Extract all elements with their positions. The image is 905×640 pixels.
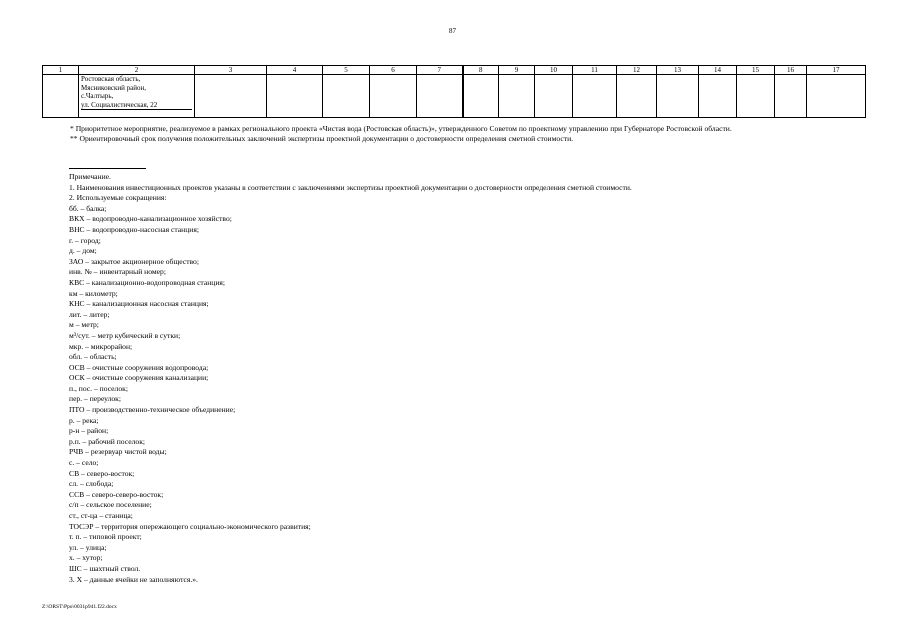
note-item: 3. Х – данные ячейки не заполняются.». [69, 574, 198, 584]
footnote-deadline: ** Ориентировочный срок получения положительных заключений экспертизы проектной документации о достоверности определения сметной стоимости. [70, 134, 574, 143]
abbreviation-item: ст., ст-ца – станица; [69, 511, 133, 520]
header-cell: 2 [79, 66, 195, 75]
abbreviation-list [69, 204, 864, 575]
header-cell: 14 [699, 66, 737, 75]
table-cell [370, 75, 417, 118]
table-cell [573, 75, 617, 118]
abbreviation-item: км – километр; [69, 288, 118, 298]
abbreviation-item: ул. – улица; [69, 542, 107, 552]
table-cell [737, 75, 775, 118]
abbreviation-item: г. – город; [69, 235, 101, 245]
abbreviation-item: КВС – канализационно-водопроводная станция; [69, 277, 226, 287]
table-cell [463, 75, 499, 118]
header-cell: 9 [499, 66, 535, 75]
file-path: Z:\ORST\Ppo\0031p941.f22.docx [42, 604, 117, 610]
note-item: 2. Используемые сокращения: [69, 193, 167, 203]
header-cell: 1 [43, 66, 79, 75]
address-line: с.Чалтырь, [81, 92, 114, 100]
note-divider [69, 168, 146, 169]
note-section [69, 172, 864, 585]
abbreviation-item: х. – хутор; [69, 553, 103, 563]
table-header-row [43, 66, 866, 75]
table-cell [323, 75, 370, 118]
header-cell: 17 [807, 66, 866, 75]
footnote-priority: * Приоритетное мероприятие, реализуемое в рамках регионального проекта «Чистая вода (Ростовская область)», утвержденного Советом по проектному управлению при Губернаторе Ростовской области. [70, 124, 732, 133]
table-cell [499, 75, 535, 118]
header-cell: 7 [417, 66, 463, 75]
header-cell: 4 [267, 66, 323, 75]
abbreviation-item: ТОСЭР – территория опережающего социально-экономического развития; [69, 521, 311, 531]
abbreviation-item: т. п. – типовой проект; [69, 532, 142, 542]
table-row [43, 75, 866, 118]
abbreviation-item: пер. – переулок; [69, 394, 121, 404]
header-cell: 6 [370, 66, 417, 75]
note-title: Примечание. [69, 172, 111, 181]
abbreviation-item: обл. – область; [69, 352, 117, 362]
abbreviation-item: КНС – канализационная насосная станция; [69, 299, 209, 309]
header-cell: 3 [195, 66, 267, 75]
abbreviation-item: п., пос. – поселок; [69, 383, 128, 393]
table-cell [267, 75, 323, 118]
abbreviation-item: р. – река; [69, 415, 99, 425]
address-line: Ростовская область, [81, 75, 141, 83]
note-item: 1. Наименования инвестиционных проектов указаны в соответствии с заключениями экспертизы проектной документации о достоверности определения сметной стоимости. [69, 182, 632, 192]
abbreviation-item: ЗАО – закрытое акционерное общество; [69, 256, 199, 266]
abbreviation-item: ОСВ – очистные сооружения водопровода; [69, 362, 209, 372]
abbreviation-item: бб. – балка; [69, 203, 107, 213]
header-cell: 11 [573, 66, 617, 75]
abbreviation-item: м – метр; [69, 320, 99, 330]
abbreviation-item: лит. – литер; [69, 309, 110, 319]
data-table [42, 65, 866, 118]
address-line: Мясниковский район, [81, 83, 146, 92]
header-cell: 12 [617, 66, 657, 75]
address-line: ул. Социалистическая, 22 [81, 101, 192, 111]
abbreviation-item: д. – дом; [69, 246, 97, 256]
abbreviation-item: ВНС – водопроводно-насосная станция; [69, 224, 199, 234]
table-cell [657, 75, 699, 118]
header-cell: 8 [463, 66, 499, 75]
abbreviation-item: с. – село; [69, 458, 99, 468]
header-cell: 10 [535, 66, 573, 75]
abbreviation-item: с/п – сельское поселение; [69, 500, 152, 510]
abbreviation-item: м³/сут. – метр кубический в сутки; [69, 330, 181, 340]
table-cell [807, 75, 866, 118]
table-cell [775, 75, 807, 118]
table-cell [535, 75, 573, 118]
abbreviation-item: инв. № – инвентарный номер; [69, 267, 166, 277]
abbreviation-item: р-н – район; [69, 426, 109, 436]
abbreviation-item: сл. – слобода; [69, 479, 114, 489]
abbreviation-item: ПТО – производственно-техническое объединение; [69, 405, 236, 415]
table-cell [617, 75, 657, 118]
header-cell: 15 [737, 66, 775, 75]
table-cell [699, 75, 737, 118]
abbreviation-item: РЧВ – резервуар чистой воды; [69, 447, 167, 457]
table-cell [43, 75, 79, 118]
address-cell [79, 75, 195, 118]
header-cell: 5 [323, 66, 370, 75]
abbreviation-item: ШС – шахтный ствол. [69, 563, 141, 573]
header-cell: 16 [775, 66, 807, 75]
abbreviation-item: р.п. – рабочий поселок; [69, 436, 145, 446]
page-number: 87 [449, 27, 456, 35]
abbreviation-item: мкр. – микрорайон; [69, 341, 133, 351]
table-cell [417, 75, 463, 118]
abbreviation-item: СВ – северо-восток; [69, 468, 135, 478]
abbreviation-item: ВКХ – водопроводно-канализационное хозяйство; [69, 214, 232, 224]
header-cell: 13 [657, 66, 699, 75]
footnotes [42, 124, 864, 144]
abbreviation-item: ССВ – северо-северо-восток; [69, 489, 164, 499]
table-cell [195, 75, 267, 118]
abbreviation-item: ОСК – очистные сооружения канализации; [69, 373, 209, 383]
